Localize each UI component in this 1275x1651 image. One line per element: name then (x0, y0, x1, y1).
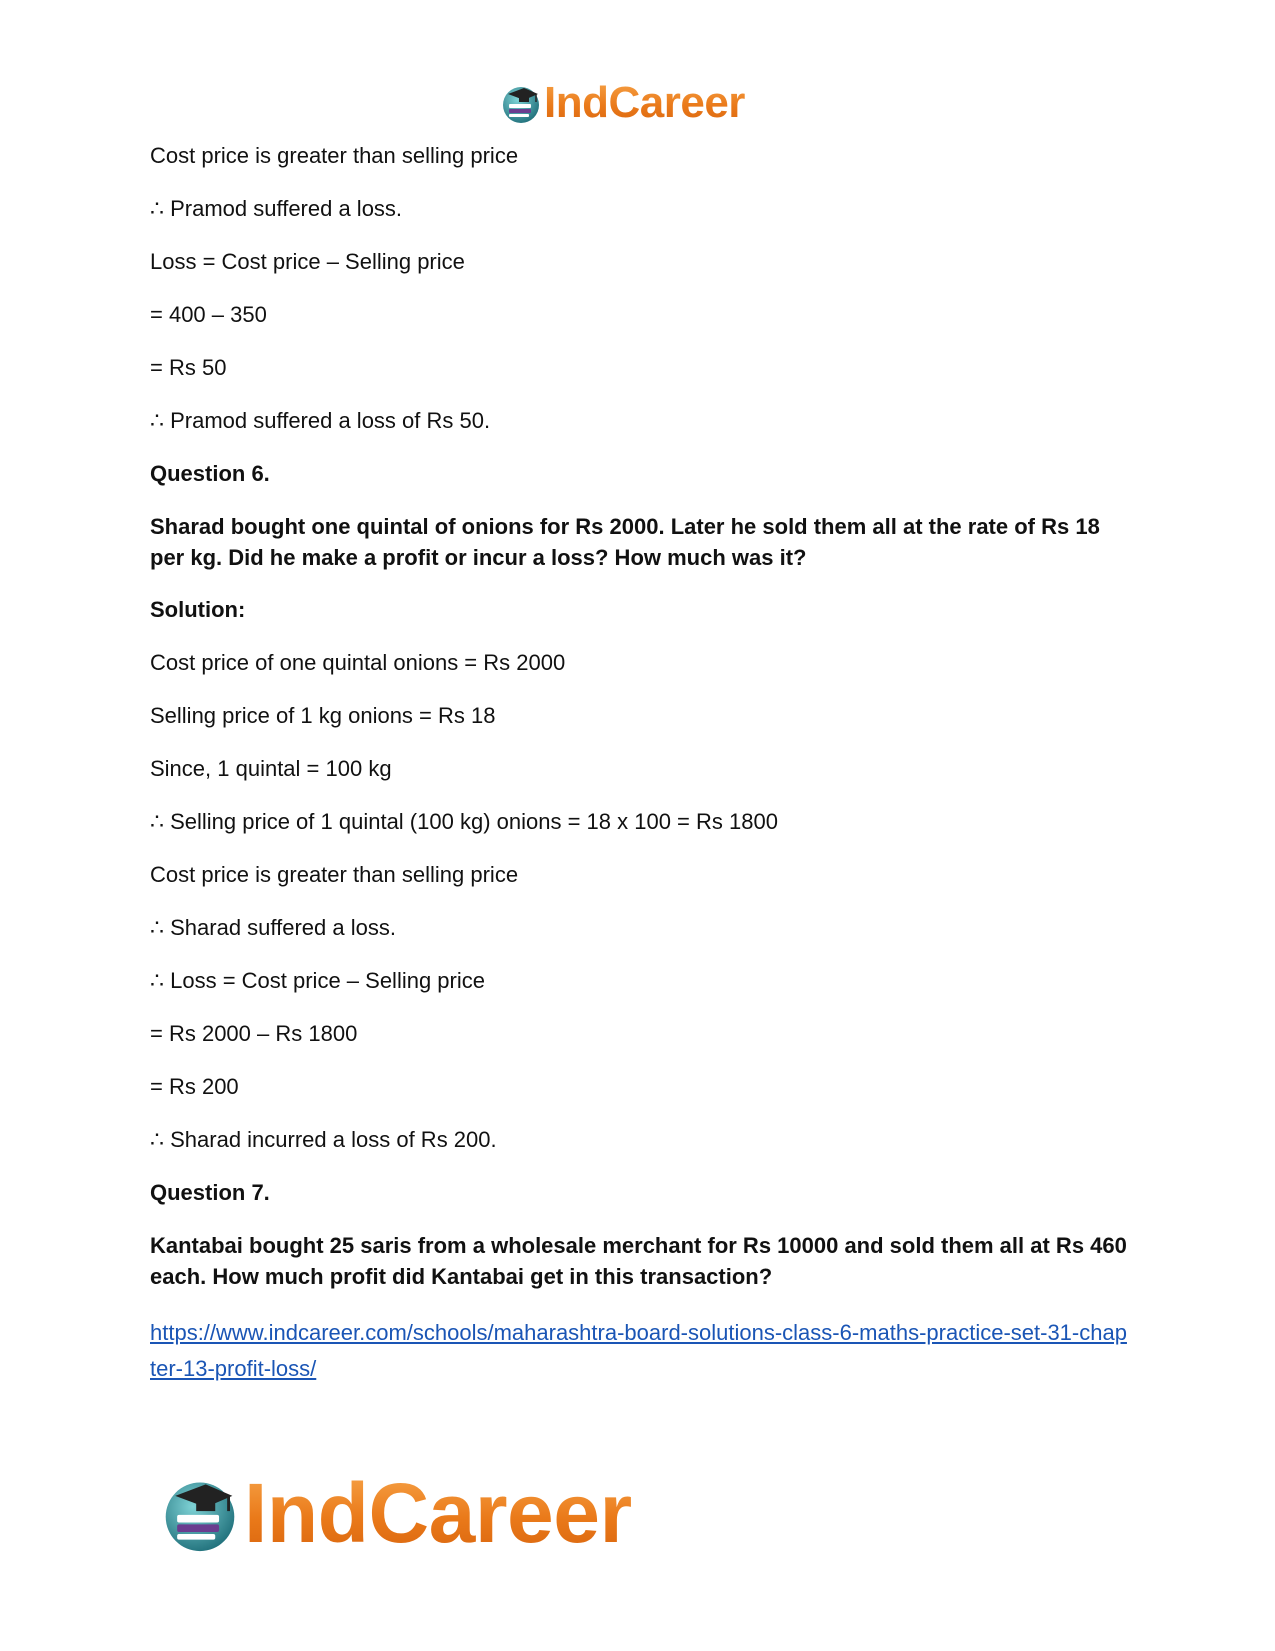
solution-line: ∴ Sharad incurred a loss of Rs 200. (150, 1127, 497, 1152)
logo-wordmark: IndCareer (244, 1466, 632, 1560)
text-line: ∴ Pramod suffered a loss. (150, 196, 403, 221)
solution-line: = Rs 2000 – Rs 1800 (150, 1021, 358, 1046)
logo-wordmark: IndCareer (544, 78, 745, 127)
text-line: Loss = Cost price – Selling price (150, 249, 465, 274)
solution-label: Solution: (150, 597, 246, 622)
text-line: Cost price is greater than selling price (150, 143, 519, 168)
text-line: ∴ Pramod suffered a loss of Rs 50. (150, 408, 491, 433)
text-line: = Rs 50 (150, 355, 227, 380)
solution-line: = Rs 200 (150, 1074, 239, 1099)
question-6-text: Sharad bought one quintal of onions for Rs 2000. Later he sold them all at the rate of Rs 18 per kg. Did he make a profit or incur a loss? How much was it? (150, 514, 1100, 570)
source-link[interactable]: https://www.indcareer.com/schools/maharashtra-board-solutions-class-6-maths-practice-set-31-chapter-13-profit-loss/ (150, 1320, 1127, 1381)
solution-line: ∴ Selling price of 1 quintal (100 kg) onions = 18 x 100 = Rs 1800 (150, 809, 778, 834)
header-logo (500, 78, 745, 128)
footer-logo (160, 1468, 632, 1558)
graduation-cap-globe-icon (500, 82, 542, 124)
solution-line: ∴ Sharad suffered a loss. (150, 915, 396, 940)
question-6-heading: Question 6. (150, 461, 270, 486)
text-line: = 400 – 350 (150, 302, 267, 327)
question-7-heading: Question 7. (150, 1180, 270, 1205)
solution-line: Since, 1 quintal = 100 kg (150, 756, 392, 781)
solution-line: Cost price is greater than selling price (150, 862, 519, 887)
graduation-cap-globe-icon (160, 1473, 240, 1553)
question-7-text: Kantabai bought 25 saris from a wholesale merchant for Rs 10000 and sold them all at Rs 460 each. How much profit did Kantabai get in this transaction? (150, 1233, 1127, 1289)
solution-line: Selling price of 1 kg onions = Rs 18 (150, 703, 496, 728)
solution-line: ∴ Loss = Cost price – Selling price (150, 968, 485, 993)
solution-line: Cost price of one quintal onions = Rs 2000 (150, 650, 566, 675)
